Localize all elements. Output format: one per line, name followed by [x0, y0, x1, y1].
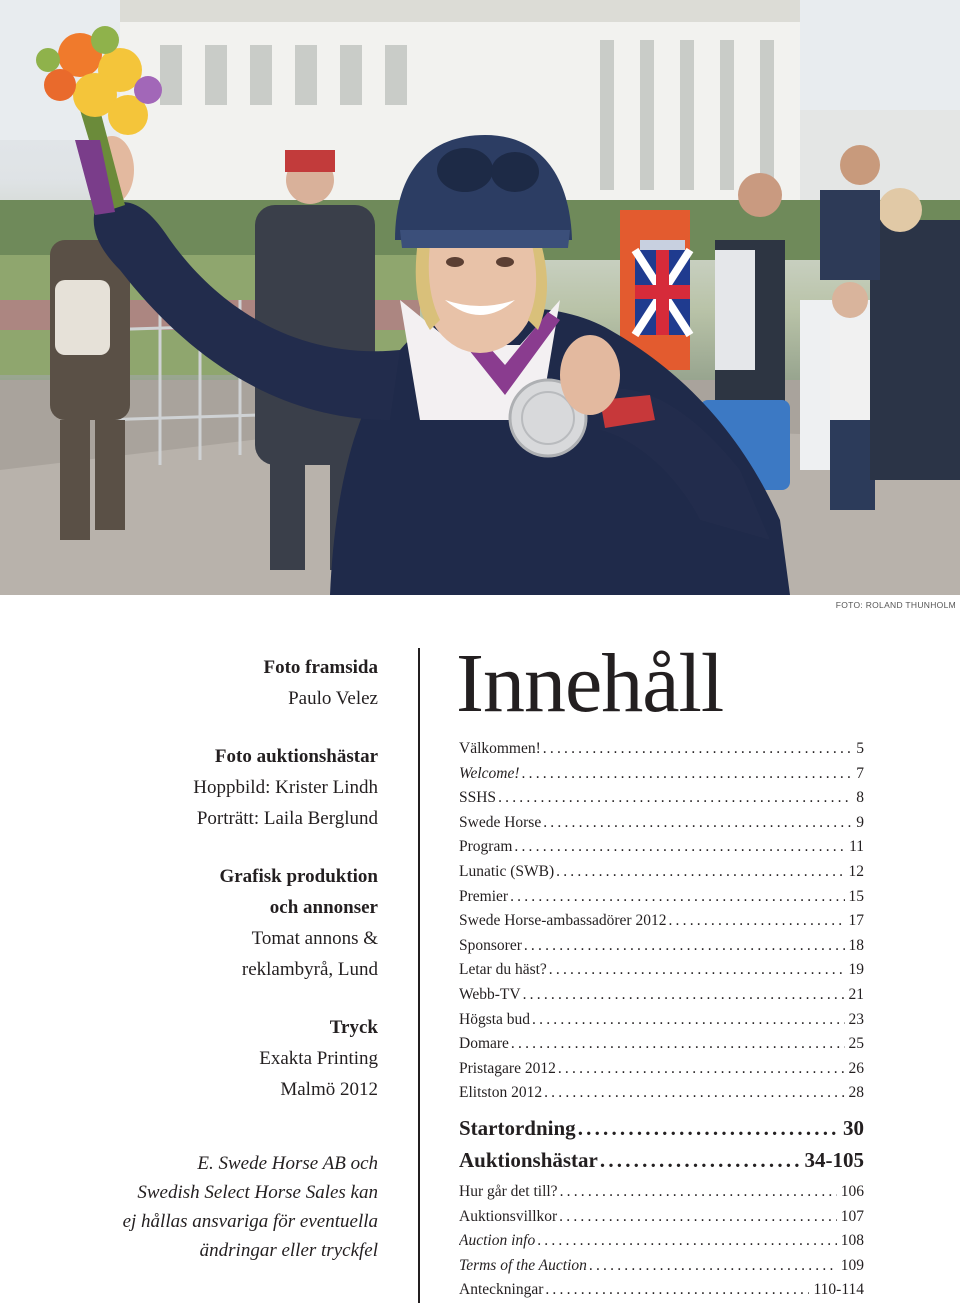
toc-entry-title: Domare — [459, 1035, 509, 1053]
toc-entry-title: Webb-TV — [459, 985, 521, 1003]
toc-entry-title: Letar du häst? — [459, 961, 547, 979]
leader-dots — [543, 737, 852, 762]
toc-entry-page: 15 — [848, 887, 864, 905]
print-line: Exakta Printing — [259, 1048, 378, 1069]
toc-entry-title: Hur går det till? — [459, 1182, 558, 1200]
graphic-production-heading: Grafisk produktion — [219, 866, 378, 887]
toc-entry[interactable] — [459, 1008, 864, 1033]
leader-dots — [549, 958, 845, 983]
leader-dots — [532, 1008, 844, 1033]
toc-entry-page: 12 — [848, 862, 864, 880]
leader-dots — [578, 1112, 839, 1144]
toc-entry-page: 26 — [848, 1059, 864, 1077]
cover-photo-heading: Foto framsida — [263, 657, 378, 678]
toc-entry-title: Lunatic (SWB) — [459, 862, 555, 880]
toc-entry[interactable] — [459, 1081, 864, 1106]
print-heading: Tryck — [329, 1017, 378, 1038]
toc-title: Innehåll — [456, 637, 724, 730]
toc-entry[interactable] — [459, 1057, 864, 1082]
toc-entry-page: 5 — [856, 740, 864, 757]
table-of-contents — [459, 737, 864, 1303]
toc-entry-title: Swede Horse — [459, 813, 542, 831]
toc-entry[interactable] — [459, 983, 864, 1008]
toc-entry-title: Sponsorer — [459, 936, 522, 954]
toc-entry-page: 107 — [840, 1207, 864, 1225]
toc-entry[interactable] — [459, 958, 864, 983]
toc-entry-title: Auktionshästar — [459, 1147, 598, 1172]
disclaimer-line: ej hållas ansvariga för eventuella — [122, 1211, 378, 1232]
toc-entry-title: Welcome! — [459, 764, 520, 782]
disclaimer-line: E. Swede Horse AB och — [197, 1153, 378, 1174]
graphic-production-credit — [100, 861, 378, 985]
leader-dots — [668, 909, 844, 934]
leader-dots — [498, 786, 852, 811]
disclaimer-line: ändringar eller tryckfel — [199, 1240, 378, 1261]
toc-entry-page: 18 — [848, 936, 864, 954]
toc-entry-page: 34-105 — [804, 1147, 864, 1172]
leader-dots — [543, 811, 852, 836]
toc-entry[interactable] — [459, 1032, 864, 1057]
toc-major-entry[interactable] — [459, 1112, 864, 1144]
print-credit — [100, 1012, 378, 1105]
leader-dots — [511, 1032, 845, 1057]
leader-dots — [556, 860, 844, 885]
leader-dots — [559, 1205, 837, 1230]
toc-entry-title: Auktionsvillkor — [459, 1207, 558, 1225]
toc-entry[interactable] — [459, 1180, 864, 1205]
leader-dots — [522, 762, 853, 787]
toc-entry-title: Elitston 2012 — [459, 1084, 543, 1102]
toc-entry-title: Högsta bud — [459, 1010, 531, 1028]
toc-entry[interactable] — [459, 811, 864, 836]
graphic-production-line: reklambyrå, Lund — [241, 959, 378, 980]
toc-entry-page: 9 — [856, 813, 864, 831]
toc-entry-title: Auction info — [459, 1232, 536, 1250]
leader-dots — [558, 1057, 845, 1082]
leader-dots — [544, 1081, 844, 1106]
toc-entry-page: 17 — [848, 912, 864, 930]
leader-dots — [537, 1229, 837, 1254]
toc-entry[interactable] — [459, 1278, 864, 1303]
cover-photo — [0, 0, 960, 595]
credits-column — [100, 652, 378, 1265]
toc-entry[interactable] — [459, 835, 864, 860]
leader-dots — [523, 983, 845, 1008]
toc-entry[interactable] — [459, 762, 864, 787]
toc-entry-page: 109 — [840, 1256, 864, 1274]
toc-entry-page: 19 — [848, 961, 864, 979]
toc-entry-title: SSHS — [459, 789, 497, 807]
auction-photo-credit — [100, 741, 378, 834]
toc-entry-page: 106 — [840, 1182, 864, 1200]
toc-entry[interactable] — [459, 786, 864, 811]
toc-entry-title: Välkommen! — [459, 740, 541, 757]
leader-dots — [514, 835, 845, 860]
auction-photo-line: Porträtt: Laila Berglund — [196, 808, 378, 829]
toc-entry[interactable] — [459, 860, 864, 885]
toc-entry-page: 25 — [848, 1035, 864, 1053]
toc-entry-page: 28 — [848, 1084, 864, 1102]
disclaimer-line: Swedish Select Horse Sales kan — [137, 1182, 378, 1203]
leader-dots — [560, 1180, 837, 1205]
medal-winner-photo — [0, 0, 960, 595]
toc-entry-page: 23 — [848, 1010, 864, 1028]
toc-entry-page: 8 — [856, 789, 864, 807]
column-divider — [418, 648, 420, 1303]
toc-entry[interactable] — [459, 1229, 864, 1254]
toc-entry-page: 11 — [849, 838, 864, 856]
cover-photo-credit — [100, 652, 378, 714]
toc-entry-page: 30 — [843, 1115, 864, 1140]
toc-entry[interactable] — [459, 885, 864, 910]
cover-photo-name: Paulo Velez — [288, 688, 378, 709]
toc-entry[interactable] — [459, 934, 864, 959]
toc-entry-title: Swede Horse-ambassadörer 2012 — [459, 912, 667, 930]
leader-dots — [545, 1278, 809, 1303]
toc-entry-page: 110-114 — [813, 1281, 864, 1299]
auction-photo-line: Hoppbild: Krister Lindh — [193, 777, 378, 798]
disclaimer — [100, 1149, 378, 1265]
graphic-production-line: Tomat annons & — [251, 928, 378, 949]
toc-entry-title: Terms of the Auction — [459, 1256, 587, 1274]
auction-photo-heading: Foto auktionshästar — [214, 746, 378, 767]
toc-entry-page: 21 — [848, 985, 864, 1003]
toc-entry-page: 7 — [856, 764, 864, 782]
toc-entry[interactable] — [459, 909, 864, 934]
leader-dots — [600, 1144, 801, 1176]
leader-dots — [524, 934, 845, 959]
toc-major-entry[interactable] — [459, 1144, 864, 1176]
toc-entry-title: Anteckningar — [459, 1281, 544, 1299]
photo-credit: FOTO: ROLAND THUNHOLM — [835, 600, 956, 610]
toc-entry[interactable] — [459, 737, 864, 762]
leader-dots — [589, 1254, 837, 1279]
toc-entry-title: Startordning — [459, 1115, 576, 1140]
toc-entry[interactable] — [459, 1254, 864, 1279]
toc-entry-title: Program — [459, 838, 513, 856]
toc-entry-title: Premier — [459, 887, 509, 905]
leader-dots — [510, 885, 844, 910]
toc-entry-title: Pristagare 2012 — [459, 1059, 556, 1077]
toc-entry-page: 108 — [840, 1232, 864, 1250]
print-line: Malmö 2012 — [280, 1079, 378, 1100]
graphic-production-heading: och annonser — [269, 897, 378, 918]
toc-entry[interactable] — [459, 1205, 864, 1230]
